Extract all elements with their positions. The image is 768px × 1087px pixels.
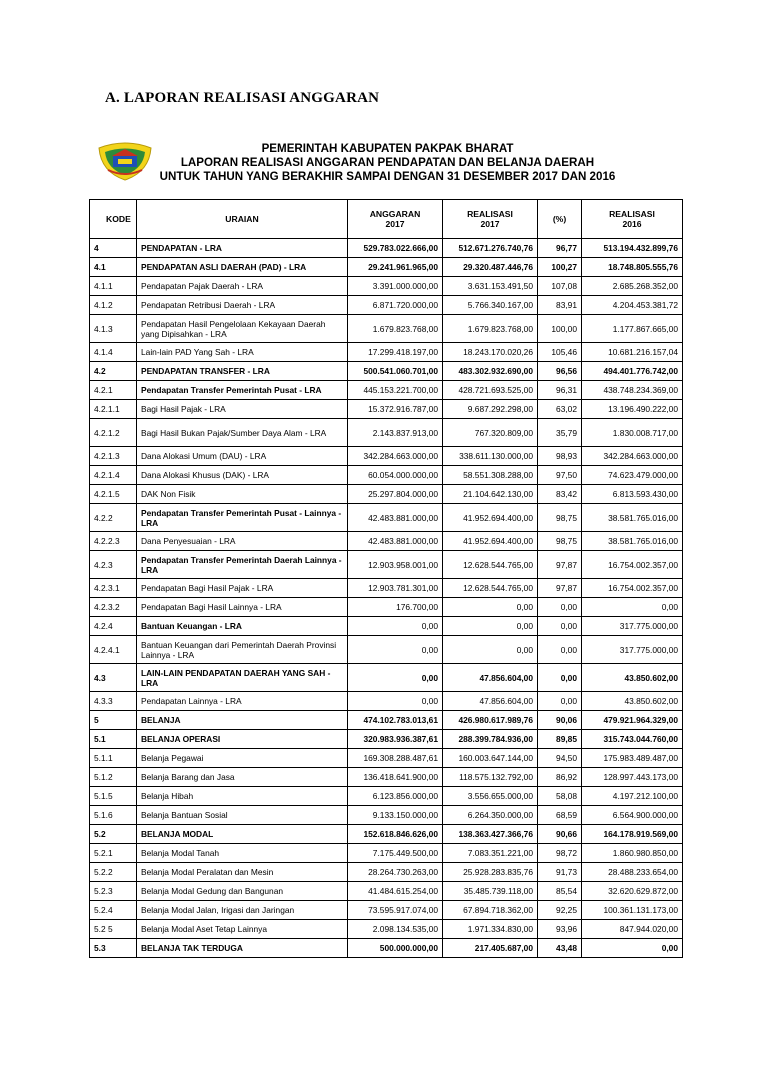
cell-uraian: Bagi Hasil Bukan Pajak/Sumber Daya Alam - LRA — [137, 419, 348, 447]
table-row — [90, 920, 683, 939]
cell-persen: 100,00 — [538, 315, 582, 343]
cell-kode: 5.2.1 — [90, 844, 137, 863]
cell-realisasi: 1.971.334.830,00 — [443, 920, 538, 939]
cell-uraian: Pendapatan Bagi Hasil Pajak - LRA — [137, 579, 348, 598]
cell-realisasi: 288.399.784.936,00 — [443, 730, 538, 749]
cell-persen: 0,00 — [538, 664, 582, 692]
table-row — [90, 381, 683, 400]
table-row — [90, 579, 683, 598]
cell-anggaran: 42.483.881.000,00 — [348, 532, 443, 551]
table-row — [90, 768, 683, 787]
cell-anggaran: 12.903.781.301,00 — [348, 579, 443, 598]
table-row — [90, 504, 683, 532]
cell-anggaran: 2.098.134.535,00 — [348, 920, 443, 939]
cell-realisasi: 18.243.170.020,26 — [443, 343, 538, 362]
cell-realisasi-prev: 479.921.964.329,00 — [582, 711, 683, 730]
cell-uraian: BELANJA — [137, 711, 348, 730]
cell-realisasi-prev: 100.361.131.173,00 — [582, 901, 683, 920]
cell-realisasi-prev: 4.197.212.100,00 — [582, 787, 683, 806]
cell-kode: 4.2 — [90, 362, 137, 381]
table-row — [90, 296, 683, 315]
cell-uraian: Pendapatan Hasil Pengelolaan Kekayaan Daerah yang Dipisahkan - LRA — [137, 315, 348, 343]
table-row — [90, 939, 683, 958]
cell-kode: 4.2.1.2 — [90, 419, 137, 447]
cell-realisasi: 3.631.153.491,50 — [443, 277, 538, 296]
cell-realisasi-prev: 2.685.268.352,00 — [582, 277, 683, 296]
cell-kode: 4.2.1.4 — [90, 466, 137, 485]
table-row — [90, 239, 683, 258]
cell-persen: 91,73 — [538, 863, 582, 882]
cell-uraian: Belanja Modal Gedung dan Bangunan — [137, 882, 348, 901]
cell-kode: 4.3 — [90, 664, 137, 692]
cell-persen: 93,96 — [538, 920, 582, 939]
cell-realisasi: 0,00 — [443, 617, 538, 636]
column-header-persen: (%) — [538, 200, 582, 239]
table-row — [90, 551, 683, 579]
header-report-period: UNTUK TAHUN YANG BERAKHIR SAMPAI DENGAN 31 DESEMBER 2017 DAN 2016 — [159, 170, 616, 183]
cell-persen: 96,31 — [538, 381, 582, 400]
cell-anggaran: 12.903.958.001,00 — [348, 551, 443, 579]
cell-persen: 0,00 — [538, 692, 582, 711]
table-row — [90, 882, 683, 901]
table-row — [90, 532, 683, 551]
column-header-realisasi: REALISASI 2017 — [443, 200, 538, 239]
cell-realisasi: 118.575.132.792,00 — [443, 768, 538, 787]
cell-kode: 4.3.3 — [90, 692, 137, 711]
cell-kode: 5.1.5 — [90, 787, 137, 806]
cell-realisasi-prev: 317.775.000,00 — [582, 617, 683, 636]
cell-realisasi-prev: 317.775.000,00 — [582, 636, 683, 664]
cell-persen: 97,87 — [538, 579, 582, 598]
cell-realisasi: 12.628.544.765,00 — [443, 579, 538, 598]
cell-kode: 4.2.2 — [90, 504, 137, 532]
cell-uraian: BELANJA TAK TERDUGA — [137, 939, 348, 958]
cell-kode: 5.2.4 — [90, 901, 137, 920]
table-row — [90, 787, 683, 806]
cell-persen: 89,85 — [538, 730, 582, 749]
cell-realisasi: 67.894.718.362,00 — [443, 901, 538, 920]
cell-realisasi: 41.952.694.400,00 — [443, 532, 538, 551]
cell-realisasi: 428.721.693.525,00 — [443, 381, 538, 400]
cell-persen: 98,75 — [538, 504, 582, 532]
cell-realisasi: 41.952.694.400,00 — [443, 504, 538, 532]
table-row — [90, 844, 683, 863]
cell-kode: 4.1.1 — [90, 277, 137, 296]
cell-realisasi: 47.856.604,00 — [443, 664, 538, 692]
cell-anggaran: 0,00 — [348, 692, 443, 711]
cell-uraian: Belanja Modal Jalan, Irigasi dan Jaringan — [137, 901, 348, 920]
cell-uraian: PENDAPATAN - LRA — [137, 239, 348, 258]
table-row — [90, 825, 683, 844]
cell-kode: 4.1 — [90, 258, 137, 277]
cell-uraian: BELANJA MODAL — [137, 825, 348, 844]
column-header-anggaran: ANGGARAN 2017 — [348, 200, 443, 239]
cell-kode: 4.1.2 — [90, 296, 137, 315]
cell-uraian: DAK Non Fisik — [137, 485, 348, 504]
table-row — [90, 636, 683, 664]
cell-realisasi: 217.405.687,00 — [443, 939, 538, 958]
cell-realisasi: 483.302.932.690,00 — [443, 362, 538, 381]
cell-anggaran: 25.297.804.000,00 — [348, 485, 443, 504]
cell-persen: 86,92 — [538, 768, 582, 787]
cell-persen: 98,75 — [538, 532, 582, 551]
cell-realisasi-prev: 513.194.432.899,76 — [582, 239, 683, 258]
cell-anggaran: 169.308.288.487,61 — [348, 749, 443, 768]
table-row — [90, 343, 683, 362]
cell-kode: 5.1.2 — [90, 768, 137, 787]
cell-anggaran: 500.541.060.701,00 — [348, 362, 443, 381]
cell-realisasi-prev: 847.944.020,00 — [582, 920, 683, 939]
cell-uraian: Pendapatan Transfer Pemerintah Pusat - LRA — [137, 381, 348, 400]
cell-realisasi: 426.980.617.989,76 — [443, 711, 538, 730]
cell-realisasi-prev: 164.178.919.569,00 — [582, 825, 683, 844]
cell-realisasi-prev: 6.813.593.430,00 — [582, 485, 683, 504]
cell-kode: 4.2.1.3 — [90, 447, 137, 466]
cell-anggaran: 73.595.917.074,00 — [348, 901, 443, 920]
cell-anggaran: 2.143.837.913,00 — [348, 419, 443, 447]
cell-anggaran: 1.679.823.768,00 — [348, 315, 443, 343]
cell-persen: 96,77 — [538, 239, 582, 258]
cell-realisasi-prev: 6.564.900.000,00 — [582, 806, 683, 825]
cell-uraian: Pendapatan Lainnya - LRA — [137, 692, 348, 711]
cell-realisasi: 338.611.130.000,00 — [443, 447, 538, 466]
cell-persen: 43,48 — [538, 939, 582, 958]
cell-uraian: Belanja Pegawai — [137, 749, 348, 768]
cell-anggaran: 474.102.783.013,61 — [348, 711, 443, 730]
cell-persen: 105,46 — [538, 343, 582, 362]
cell-uraian: Dana Penyesuaian - LRA — [137, 532, 348, 551]
cell-realisasi-prev: 1.177.867.665,00 — [582, 315, 683, 343]
cell-persen: 107,08 — [538, 277, 582, 296]
cell-uraian: Pendapatan Retribusi Daerah - LRA — [137, 296, 348, 315]
table-row — [90, 277, 683, 296]
cell-realisasi: 160.003.647.144,00 — [443, 749, 538, 768]
cell-realisasi-prev: 43.850.602,00 — [582, 664, 683, 692]
cell-anggaran: 3.391.000.000,00 — [348, 277, 443, 296]
cell-uraian: PENDAPATAN ASLI DAERAH (PAD) - LRA — [137, 258, 348, 277]
header-government-name: PEMERINTAH KABUPATEN PAKPAK BHARAT — [261, 142, 514, 155]
table-row — [90, 400, 683, 419]
cell-realisasi: 25.928.283.835,76 — [443, 863, 538, 882]
cell-anggaran: 136.418.641.900,00 — [348, 768, 443, 787]
cell-realisasi: 1.679.823.768,00 — [443, 315, 538, 343]
cell-realisasi-prev: 10.681.216.157,04 — [582, 343, 683, 362]
cell-anggaran: 29.241.961.965,00 — [348, 258, 443, 277]
cell-anggaran: 500.000.000,00 — [348, 939, 443, 958]
budget-realization-table — [89, 199, 683, 958]
cell-uraian: Pendapatan Bagi Hasil Lainnya - LRA — [137, 598, 348, 617]
cell-realisasi: 12.628.544.765,00 — [443, 551, 538, 579]
cell-uraian: Lain-lain PAD Yang Sah - LRA — [137, 343, 348, 362]
cell-uraian: Pendapatan Transfer Pemerintah Pusat - Lainnya - LRA — [137, 504, 348, 532]
cell-kode: 4.1.3 — [90, 315, 137, 343]
cell-kode: 4 — [90, 239, 137, 258]
cell-kode: 4.2.3 — [90, 551, 137, 579]
cell-kode: 4.2.3.2 — [90, 598, 137, 617]
table-body — [90, 239, 683, 958]
cell-kode: 4.2.1.1 — [90, 400, 137, 419]
cell-kode: 5.1.6 — [90, 806, 137, 825]
cell-uraian: Belanja Barang dan Jasa — [137, 768, 348, 787]
cell-kode: 5 — [90, 711, 137, 730]
cell-persen: 0,00 — [538, 617, 582, 636]
cell-anggaran: 6.871.720.000,00 — [348, 296, 443, 315]
cell-realisasi-prev: 494.401.776.742,00 — [582, 362, 683, 381]
table-row — [90, 863, 683, 882]
table-header-row — [90, 200, 683, 239]
cell-kode: 4.1.4 — [90, 343, 137, 362]
column-header-kode: KODE — [90, 200, 137, 239]
cell-persen: 83,91 — [538, 296, 582, 315]
cell-realisasi-prev: 13.196.490.222,00 — [582, 400, 683, 419]
cell-realisasi-prev: 16.754.002.357,00 — [582, 579, 683, 598]
cell-realisasi: 9.687.292.298,00 — [443, 400, 538, 419]
cell-persen: 100,27 — [538, 258, 582, 277]
table-row — [90, 692, 683, 711]
cell-realisasi: 35.485.739.118,00 — [443, 882, 538, 901]
cell-persen: 90,66 — [538, 825, 582, 844]
cell-persen: 83,42 — [538, 485, 582, 504]
cell-uraian: Dana Alokasi Khusus (DAK) - LRA — [137, 466, 348, 485]
table-row — [90, 419, 683, 447]
cell-anggaran: 9.133.150.000,00 — [348, 806, 443, 825]
cell-anggaran: 529.783.022.666,00 — [348, 239, 443, 258]
table-row — [90, 901, 683, 920]
cell-persen: 97,50 — [538, 466, 582, 485]
column-header-realisasi-prev: REALISASI 2016 — [582, 200, 683, 239]
cell-persen: 68,59 — [538, 806, 582, 825]
cell-uraian: Pendapatan Pajak Daerah - LRA — [137, 277, 348, 296]
cell-anggaran: 41.484.615.254,00 — [348, 882, 443, 901]
cell-realisasi-prev: 74.623.479.000,00 — [582, 466, 683, 485]
cell-persen: 98,93 — [538, 447, 582, 466]
cell-realisasi: 29.320.487.446,76 — [443, 258, 538, 277]
cell-persen: 96,56 — [538, 362, 582, 381]
cell-anggaran: 17.299.418.197,00 — [348, 343, 443, 362]
cell-uraian: Bagi Hasil Pajak - LRA — [137, 400, 348, 419]
cell-persen: 98,72 — [538, 844, 582, 863]
cell-persen: 92,25 — [538, 901, 582, 920]
cell-kode: 5.3 — [90, 939, 137, 958]
cell-persen: 35,79 — [538, 419, 582, 447]
cell-kode: 4.2.2.3 — [90, 532, 137, 551]
cell-uraian: Belanja Modal Aset Tetap Lainnya — [137, 920, 348, 939]
cell-uraian: Belanja Modal Peralatan dan Mesin — [137, 863, 348, 882]
cell-anggaran: 42.483.881.000,00 — [348, 504, 443, 532]
cell-realisasi-prev: 4.204.453.381,72 — [582, 296, 683, 315]
cell-kode: 5.1 — [90, 730, 137, 749]
cell-realisasi: 512.671.276.740,76 — [443, 239, 538, 258]
cell-anggaran: 60.054.000.000,00 — [348, 466, 443, 485]
cell-persen: 85,54 — [538, 882, 582, 901]
table-row — [90, 617, 683, 636]
cell-realisasi: 21.104.642.130,00 — [443, 485, 538, 504]
cell-uraian: Belanja Bantuan Sosial — [137, 806, 348, 825]
cell-realisasi-prev: 315.743.044.760,00 — [582, 730, 683, 749]
cell-anggaran: 0,00 — [348, 664, 443, 692]
cell-uraian: Pendapatan Transfer Pemerintah Daerah Lainnya - LRA — [137, 551, 348, 579]
cell-anggaran: 28.264.730.263,00 — [348, 863, 443, 882]
cell-anggaran: 0,00 — [348, 617, 443, 636]
cell-kode: 4.2.3.1 — [90, 579, 137, 598]
cell-realisasi: 47.856.604,00 — [443, 692, 538, 711]
cell-uraian: Bantuan Keuangan dari Pemerintah Daerah Provinsi Lainnya - LRA — [137, 636, 348, 664]
cell-persen: 0,00 — [538, 636, 582, 664]
table-row — [90, 598, 683, 617]
cell-anggaran: 15.372.916.787,00 — [348, 400, 443, 419]
cell-anggaran: 445.153.221.700,00 — [348, 381, 443, 400]
cell-persen: 94,50 — [538, 749, 582, 768]
cell-realisasi: 0,00 — [443, 598, 538, 617]
cell-anggaran: 320.983.936.387,61 — [348, 730, 443, 749]
cell-kode: 5.2 — [90, 825, 137, 844]
cell-anggaran: 7.175.449.500,00 — [348, 844, 443, 863]
table-row — [90, 447, 683, 466]
header-report-title: LAPORAN REALISASI ANGGARAN PENDAPATAN DAN BELANJA DAERAH — [180, 156, 595, 169]
table-row — [90, 466, 683, 485]
cell-uraian: LAIN-LAIN PENDAPATAN DAERAH YANG SAH - LRA — [137, 664, 348, 692]
cell-realisasi-prev: 175.983.489.487,00 — [582, 749, 683, 768]
cell-persen: 58,08 — [538, 787, 582, 806]
table-row — [90, 362, 683, 381]
cell-persen: 0,00 — [538, 598, 582, 617]
cell-realisasi-prev: 18.748.805.555,76 — [582, 258, 683, 277]
cell-persen: 97,87 — [538, 551, 582, 579]
cell-realisasi-prev: 1.860.980.850,00 — [582, 844, 683, 863]
cell-anggaran: 152.618.846.626,00 — [348, 825, 443, 844]
cell-realisasi: 138.363.427.366,76 — [443, 825, 538, 844]
table-row — [90, 258, 683, 277]
table-row — [90, 315, 683, 343]
cell-persen: 90,06 — [538, 711, 582, 730]
table-row — [90, 664, 683, 692]
cell-realisasi-prev: 43.850.602,00 — [582, 692, 683, 711]
cell-kode: 5.1.1 — [90, 749, 137, 768]
cell-uraian: BELANJA OPERASI — [137, 730, 348, 749]
cell-realisasi-prev: 342.284.663.000,00 — [582, 447, 683, 466]
section-title: A. LAPORAN REALISASI ANGGARAN — [105, 90, 380, 106]
cell-realisasi: 5.766.340.167,00 — [443, 296, 538, 315]
cell-realisasi: 6.264.350.000,00 — [443, 806, 538, 825]
cell-uraian: Bantuan Keuangan - LRA — [137, 617, 348, 636]
cell-anggaran: 0,00 — [348, 636, 443, 664]
cell-kode: 4.2.4.1 — [90, 636, 137, 664]
cell-uraian: PENDAPATAN TRANSFER - LRA — [137, 362, 348, 381]
table-row — [90, 749, 683, 768]
cell-kode: 4.2.1 — [90, 381, 137, 400]
cell-anggaran: 6.123.856.000,00 — [348, 787, 443, 806]
cell-kode: 5.2 5 — [90, 920, 137, 939]
cell-anggaran: 176.700,00 — [348, 598, 443, 617]
cell-realisasi-prev: 438.748.234.369,00 — [582, 381, 683, 400]
cell-anggaran: 342.284.663.000,00 — [348, 447, 443, 466]
cell-realisasi: 3.556.655.000,00 — [443, 787, 538, 806]
cell-realisasi-prev: 1.830.008.717,00 — [582, 419, 683, 447]
cell-realisasi-prev: 16.754.002.357,00 — [582, 551, 683, 579]
table-row — [90, 485, 683, 504]
table-row — [90, 806, 683, 825]
cell-kode: 5.2.2 — [90, 863, 137, 882]
cell-persen: 63,02 — [538, 400, 582, 419]
cell-realisasi: 0,00 — [443, 636, 538, 664]
table-row — [90, 711, 683, 730]
cell-uraian: Belanja Hibah — [137, 787, 348, 806]
cell-realisasi-prev: 28.488.233.654,00 — [582, 863, 683, 882]
cell-uraian: Belanja Modal Tanah — [137, 844, 348, 863]
cell-realisasi-prev: 0,00 — [582, 939, 683, 958]
cell-realisasi: 7.083.351.221,00 — [443, 844, 538, 863]
cell-kode: 4.2.4 — [90, 617, 137, 636]
cell-realisasi-prev: 0,00 — [582, 598, 683, 617]
cell-kode: 5.2.3 — [90, 882, 137, 901]
regency-emblem-logo — [96, 140, 154, 182]
cell-realisasi-prev: 128.997.443.173,00 — [582, 768, 683, 787]
column-header-uraian: URAIAN — [137, 200, 348, 239]
cell-realisasi-prev: 38.581.765.016,00 — [582, 504, 683, 532]
cell-realisasi-prev: 38.581.765.016,00 — [582, 532, 683, 551]
cell-realisasi-prev: 32.620.629.872,00 — [582, 882, 683, 901]
cell-kode: 4.2.1.5 — [90, 485, 137, 504]
cell-realisasi: 767.320.809,00 — [443, 419, 538, 447]
table-row — [90, 730, 683, 749]
cell-uraian: Dana Alokasi Umum (DAU) - LRA — [137, 447, 348, 466]
cell-realisasi: 58.551.308.288,00 — [443, 466, 538, 485]
